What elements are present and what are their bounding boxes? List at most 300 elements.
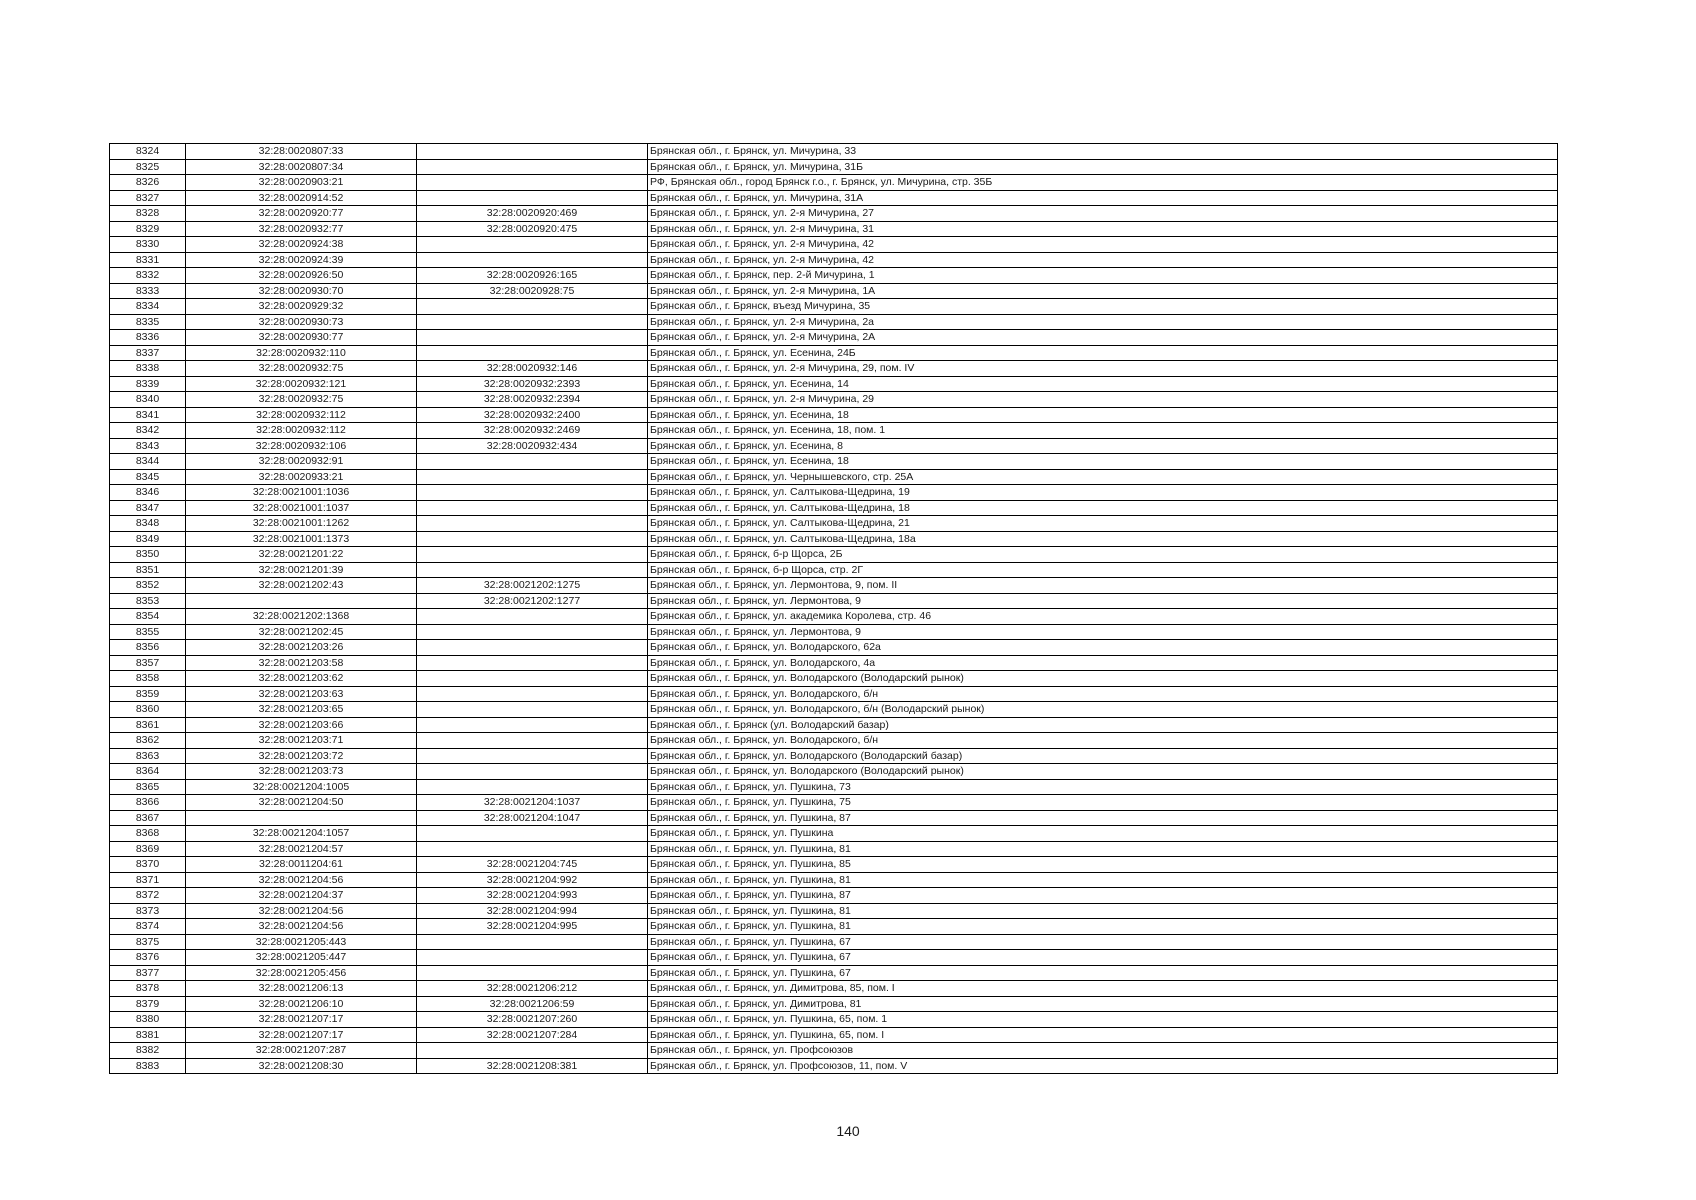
building-cadastral-number-cell: [417, 299, 648, 315]
row-number-cell: 8334: [110, 299, 186, 315]
land-cadastral-number-cell: 32:28:0020932:112: [186, 407, 417, 423]
address-cell: Брянская обл., г. Брянск, ул. Володарского (Володарский рынок): [648, 764, 1558, 780]
building-cadastral-number-cell: [417, 516, 648, 532]
land-cadastral-number-cell: 32:28:0021204:56: [186, 919, 417, 935]
row-number-cell: 8330: [110, 237, 186, 253]
land-cadastral-number-cell: 32:28:0021206:13: [186, 981, 417, 997]
building-cadastral-number-cell: 32:28:0021202:1275: [417, 578, 648, 594]
row-number-cell: 8379: [110, 996, 186, 1012]
row-number-cell: 8335: [110, 314, 186, 330]
table-row: [110, 1012, 1558, 1028]
table-row: [110, 314, 1558, 330]
table-row: [110, 857, 1558, 873]
table-row: [110, 996, 1558, 1012]
register-table-body: [110, 144, 1558, 1074]
building-cadastral-number-cell: [417, 934, 648, 950]
row-number-cell: 8362: [110, 733, 186, 749]
building-cadastral-number-cell: 32:28:0021204:993: [417, 888, 648, 904]
building-cadastral-number-cell: [417, 252, 648, 268]
building-cadastral-number-cell: 32:28:0021202:1277: [417, 593, 648, 609]
building-cadastral-number-cell: 32:28:0020932:2393: [417, 376, 648, 392]
building-cadastral-number-cell: [417, 190, 648, 206]
address-cell: Брянская обл., г. Брянск (ул. Володарский базар): [648, 717, 1558, 733]
table-row: [110, 624, 1558, 640]
building-cadastral-number-cell: [417, 159, 648, 175]
building-cadastral-number-cell: [417, 640, 648, 656]
land-cadastral-number-cell: 32:28:0020914:52: [186, 190, 417, 206]
row-number-cell: 8359: [110, 686, 186, 702]
table-row: [110, 221, 1558, 237]
table-row: [110, 888, 1558, 904]
building-cadastral-number-cell: [417, 826, 648, 842]
table-row: [110, 919, 1558, 935]
land-cadastral-number-cell: 32:28:0020932:75: [186, 392, 417, 408]
row-number-cell: 8351: [110, 562, 186, 578]
address-cell: Брянская обл., г. Брянск, ул. Пушкина, 81: [648, 841, 1558, 857]
land-cadastral-number-cell: 32:28:0021207:287: [186, 1043, 417, 1059]
land-cadastral-number-cell: 32:28:0021205:443: [186, 934, 417, 950]
row-number-cell: 8342: [110, 423, 186, 439]
land-cadastral-number-cell: 32:28:0011204:61: [186, 857, 417, 873]
land-cadastral-number-cell: 32:28:0020807:33: [186, 144, 417, 160]
address-cell: Брянская обл., г. Брянск, ул. Пушкина, 81: [648, 872, 1558, 888]
land-cadastral-number-cell: 32:28:0020932:106: [186, 438, 417, 454]
address-cell: Брянская обл., г. Брянск, ул. Мичурина, 31А: [648, 190, 1558, 206]
building-cadastral-number-cell: [417, 686, 648, 702]
table-row: [110, 903, 1558, 919]
land-cadastral-number-cell: 32:28:0020807:34: [186, 159, 417, 175]
row-number-cell: 8380: [110, 1012, 186, 1028]
table-row: [110, 1027, 1558, 1043]
address-cell: Брянская обл., г. Брянск, ул. Есенина, 18: [648, 407, 1558, 423]
table-row: [110, 981, 1558, 997]
row-number-cell: 8346: [110, 485, 186, 501]
row-number-cell: 8344: [110, 454, 186, 470]
building-cadastral-number-cell: 32:28:0020932:146: [417, 361, 648, 377]
land-cadastral-number-cell: 32:28:0020903:21: [186, 175, 417, 191]
building-cadastral-number-cell: 32:28:0020920:469: [417, 206, 648, 222]
row-number-cell: 8340: [110, 392, 186, 408]
table-row: [110, 562, 1558, 578]
address-cell: Брянская обл., г. Брянск, ул. Володарского, б/н: [648, 686, 1558, 702]
table-row: [110, 206, 1558, 222]
address-cell: РФ, Брянская обл., город Брянск г.о., г. Брянск, ул. Мичурина, стр. 35Б: [648, 175, 1558, 191]
table-row: [110, 810, 1558, 826]
land-cadastral-number-cell: 32:28:0021208:30: [186, 1058, 417, 1074]
building-cadastral-number-cell: 32:28:0020932:2469: [417, 423, 648, 439]
row-number-cell: 8329: [110, 221, 186, 237]
land-cadastral-number-cell: 32:28:0021204:56: [186, 872, 417, 888]
row-number-cell: 8367: [110, 810, 186, 826]
table-row: [110, 454, 1558, 470]
row-number-cell: 8378: [110, 981, 186, 997]
row-number-cell: 8376: [110, 950, 186, 966]
land-cadastral-number-cell: 32:28:0020932:110: [186, 345, 417, 361]
table-row: [110, 733, 1558, 749]
land-cadastral-number-cell: 32:28:0021001:1262: [186, 516, 417, 532]
land-cadastral-number-cell: 32:28:0020933:21: [186, 469, 417, 485]
building-cadastral-number-cell: [417, 485, 648, 501]
row-number-cell: 8345: [110, 469, 186, 485]
row-number-cell: 8371: [110, 872, 186, 888]
row-number-cell: 8325: [110, 159, 186, 175]
address-cell: Брянская обл., г. Брянск, ул. Лермонтова, 9: [648, 593, 1558, 609]
table-row: [110, 934, 1558, 950]
land-cadastral-number-cell: 32:28:0021203:62: [186, 671, 417, 687]
row-number-cell: 8327: [110, 190, 186, 206]
building-cadastral-number-cell: [417, 314, 648, 330]
row-number-cell: 8374: [110, 919, 186, 935]
building-cadastral-number-cell: 32:28:0021204:745: [417, 857, 648, 873]
table-row: [110, 872, 1558, 888]
row-number-cell: 8339: [110, 376, 186, 392]
row-number-cell: 8353: [110, 593, 186, 609]
row-number-cell: 8350: [110, 547, 186, 563]
land-cadastral-number-cell: [186, 593, 417, 609]
land-cadastral-number-cell: 32:28:0020924:38: [186, 237, 417, 253]
table-row: [110, 655, 1558, 671]
building-cadastral-number-cell: [417, 345, 648, 361]
table-row: [110, 531, 1558, 547]
building-cadastral-number-cell: 32:28:0021207:260: [417, 1012, 648, 1028]
row-number-cell: 8375: [110, 934, 186, 950]
land-cadastral-number-cell: 32:28:0021201:39: [186, 562, 417, 578]
table-row: [110, 376, 1558, 392]
row-number-cell: 8381: [110, 1027, 186, 1043]
address-cell: Брянская обл., г. Брянск, ул. Лермонтова, 9: [648, 624, 1558, 640]
address-cell: Брянская обл., г. Брянск, ул. Пушкина, 85: [648, 857, 1558, 873]
table-row: [110, 361, 1558, 377]
address-cell: Брянская обл., г. Брянск, ул. Есенина, 18: [648, 454, 1558, 470]
address-cell: Брянская обл., г. Брянск, ул. 2-я Мичурина, 2а: [648, 314, 1558, 330]
land-cadastral-number-cell: 32:28:0020930:73: [186, 314, 417, 330]
land-cadastral-number-cell: 32:28:0021204:56: [186, 903, 417, 919]
building-cadastral-number-cell: [417, 702, 648, 718]
land-cadastral-number-cell: [186, 810, 417, 826]
building-cadastral-number-cell: 32:28:0021206:212: [417, 981, 648, 997]
table-row: [110, 345, 1558, 361]
row-number-cell: 8355: [110, 624, 186, 640]
building-cadastral-number-cell: 32:28:0020932:2400: [417, 407, 648, 423]
land-cadastral-number-cell: 32:28:0021203:73: [186, 764, 417, 780]
table-row: [110, 423, 1558, 439]
row-number-cell: 8383: [110, 1058, 186, 1074]
address-cell: Брянская обл., г. Брянск, ул. Есенина, 14: [648, 376, 1558, 392]
address-cell: Брянская обл., г. Брянск, ул. Пушкина, 81: [648, 903, 1558, 919]
address-cell: Брянская обл., г. Брянск, ул. 2-я Мичурина, 29: [648, 392, 1558, 408]
row-number-cell: 8365: [110, 779, 186, 795]
row-number-cell: 8357: [110, 655, 186, 671]
row-number-cell: 8369: [110, 841, 186, 857]
land-cadastral-number-cell: 32:28:0021205:447: [186, 950, 417, 966]
address-cell: Брянская обл., г. Брянск, ул. Димитрова, 81: [648, 996, 1558, 1012]
address-cell: Брянская обл., г. Брянск, ул. Пушкина, 73: [648, 779, 1558, 795]
table-row: [110, 547, 1558, 563]
table-row: [110, 748, 1558, 764]
land-cadastral-number-cell: 32:28:0020932:77: [186, 221, 417, 237]
land-cadastral-number-cell: 32:28:0021204:57: [186, 841, 417, 857]
building-cadastral-number-cell: [417, 547, 648, 563]
building-cadastral-number-cell: 32:28:0021206:59: [417, 996, 648, 1012]
row-number-cell: 8349: [110, 531, 186, 547]
land-cadastral-number-cell: 32:28:0021204:1057: [186, 826, 417, 842]
building-cadastral-number-cell: [417, 1043, 648, 1059]
building-cadastral-number-cell: 32:28:0021208:381: [417, 1058, 648, 1074]
building-cadastral-number-cell: [417, 531, 648, 547]
building-cadastral-number-cell: [417, 144, 648, 160]
row-number-cell: 8356: [110, 640, 186, 656]
land-cadastral-number-cell: 32:28:0020920:77: [186, 206, 417, 222]
row-number-cell: 8363: [110, 748, 186, 764]
land-cadastral-number-cell: 32:28:0021205:456: [186, 965, 417, 981]
land-cadastral-number-cell: 32:28:0021203:71: [186, 733, 417, 749]
row-number-cell: 8377: [110, 965, 186, 981]
row-number-cell: 8354: [110, 609, 186, 625]
land-cadastral-number-cell: 32:28:0020932:75: [186, 361, 417, 377]
land-cadastral-number-cell: 32:28:0020932:121: [186, 376, 417, 392]
row-number-cell: 8348: [110, 516, 186, 532]
address-cell: Брянская обл., г. Брянск, ул. Пушкина, 87: [648, 810, 1558, 826]
address-cell: Брянская обл., г. Брянск, ул. 2-я Мичурина, 31: [648, 221, 1558, 237]
address-cell: Брянская обл., г. Брянск, ул. Лермонтова, 9, пом. II: [648, 578, 1558, 594]
building-cadastral-number-cell: [417, 237, 648, 253]
table-row: [110, 1043, 1558, 1059]
address-cell: Брянская обл., г. Брянск, ул. Профсоюзов: [648, 1043, 1558, 1059]
building-cadastral-number-cell: 32:28:0020932:434: [417, 438, 648, 454]
row-number-cell: 8331: [110, 252, 186, 268]
land-cadastral-number-cell: 32:28:0021203:63: [186, 686, 417, 702]
table-row: [110, 237, 1558, 253]
building-cadastral-number-cell: [417, 965, 648, 981]
building-cadastral-number-cell: 32:28:0021207:284: [417, 1027, 648, 1043]
land-cadastral-number-cell: 32:28:0020930:77: [186, 330, 417, 346]
building-cadastral-number-cell: [417, 671, 648, 687]
address-cell: Брянская обл., г. Брянск, ул. Пушкина, 75: [648, 795, 1558, 811]
address-cell: Брянская обл., г. Брянск, ул. Пушкина, 67: [648, 950, 1558, 966]
land-cadastral-number-cell: 32:28:0021204:37: [186, 888, 417, 904]
table-row: [110, 469, 1558, 485]
address-cell: Брянская обл., г. Брянск, ул. Салтыкова-Щедрина, 19: [648, 485, 1558, 501]
address-cell: Брянская обл., г. Брянск, ул. Пушкина: [648, 826, 1558, 842]
building-cadastral-number-cell: [417, 717, 648, 733]
table-row: [110, 330, 1558, 346]
table-row: [110, 485, 1558, 501]
table-row: [110, 702, 1558, 718]
address-cell: Брянская обл., г. Брянск, въезд Мичурина, 35: [648, 299, 1558, 315]
table-row: [110, 500, 1558, 516]
building-cadastral-number-cell: [417, 748, 648, 764]
row-number-cell: 8328: [110, 206, 186, 222]
address-cell: Брянская обл., г. Брянск, б-р Щорса, стр. 2Г: [648, 562, 1558, 578]
land-cadastral-number-cell: 32:28:0021202:45: [186, 624, 417, 640]
table-row: [110, 640, 1558, 656]
row-number-cell: 8341: [110, 407, 186, 423]
table-row: [110, 283, 1558, 299]
address-cell: Брянская обл., г. Брянск, ул. Чернышевского, стр. 25А: [648, 469, 1558, 485]
table-row: [110, 252, 1558, 268]
address-cell: Брянская обл., г. Брянск, ул. Мичурина, 31Б: [648, 159, 1558, 175]
address-cell: Брянская обл., г. Брянск, ул. Володарского, б/н (Володарский рынок): [648, 702, 1558, 718]
address-cell: Брянская обл., г. Брянск, ул. 2-я Мичурина, 2А: [648, 330, 1558, 346]
land-cadastral-number-cell: 32:28:0021202:1368: [186, 609, 417, 625]
table-row: [110, 190, 1558, 206]
address-cell: Брянская обл., г. Брянск, ул. Есенина, 18, пом. 1: [648, 423, 1558, 439]
table-row: [110, 965, 1558, 981]
building-cadastral-number-cell: [417, 562, 648, 578]
building-cadastral-number-cell: 32:28:0020926:165: [417, 268, 648, 284]
building-cadastral-number-cell: [417, 779, 648, 795]
row-number-cell: 8336: [110, 330, 186, 346]
land-cadastral-number-cell: 32:28:0021207:17: [186, 1027, 417, 1043]
address-cell: Брянская обл., г. Брянск, ул. Пушкина, 67: [648, 934, 1558, 950]
row-number-cell: 8368: [110, 826, 186, 842]
land-cadastral-number-cell: 32:28:0020929:32: [186, 299, 417, 315]
table-row: [110, 407, 1558, 423]
land-cadastral-number-cell: 32:28:0021204:50: [186, 795, 417, 811]
land-cadastral-number-cell: 32:28:0021201:22: [186, 547, 417, 563]
building-cadastral-number-cell: 32:28:0021204:1037: [417, 795, 648, 811]
register-table: [109, 143, 1558, 1074]
address-cell: Брянская обл., г. Брянск, ул. Пушкина, 65, пом. 1: [648, 1012, 1558, 1028]
building-cadastral-number-cell: [417, 175, 648, 191]
building-cadastral-number-cell: 32:28:0021204:992: [417, 872, 648, 888]
table-row: [110, 686, 1558, 702]
row-number-cell: 8326: [110, 175, 186, 191]
row-number-cell: 8370: [110, 857, 186, 873]
building-cadastral-number-cell: [417, 764, 648, 780]
row-number-cell: 8364: [110, 764, 186, 780]
address-cell: Брянская обл., г. Брянск, ул. Пушкина, 81: [648, 919, 1558, 935]
row-number-cell: 8360: [110, 702, 186, 718]
address-cell: Брянская обл., г. Брянск, ул. Салтыкова-Щедрина, 18а: [648, 531, 1558, 547]
table-row: [110, 144, 1558, 160]
table-row: [110, 826, 1558, 842]
table-row: [110, 671, 1558, 687]
row-number-cell: 8347: [110, 500, 186, 516]
building-cadastral-number-cell: [417, 454, 648, 470]
building-cadastral-number-cell: [417, 655, 648, 671]
building-cadastral-number-cell: [417, 624, 648, 640]
building-cadastral-number-cell: [417, 330, 648, 346]
land-cadastral-number-cell: 32:28:0020924:39: [186, 252, 417, 268]
row-number-cell: 8373: [110, 903, 186, 919]
row-number-cell: 8324: [110, 144, 186, 160]
address-cell: Брянская обл., г. Брянск, ул. 2-я Мичурина, 27: [648, 206, 1558, 222]
table-row: [110, 764, 1558, 780]
address-cell: Брянская обл., г. Брянск, ул. Володарского, б/н: [648, 733, 1558, 749]
address-cell: Брянская обл., г. Брянск, пер. 2-й Мичурина, 1: [648, 268, 1558, 284]
address-cell: Брянская обл., г. Брянск, ул. 2-я Мичурина, 42: [648, 237, 1558, 253]
row-number-cell: 8352: [110, 578, 186, 594]
land-cadastral-number-cell: 32:28:0020930:70: [186, 283, 417, 299]
building-cadastral-number-cell: 32:28:0021204:995: [417, 919, 648, 935]
building-cadastral-number-cell: [417, 469, 648, 485]
table-row: [110, 438, 1558, 454]
address-cell: Брянская обл., г. Брянск, ул. Есенина, 8: [648, 438, 1558, 454]
land-cadastral-number-cell: 32:28:0021203:72: [186, 748, 417, 764]
address-cell: Брянская обл., г. Брянск, ул. Мичурина, 33: [648, 144, 1558, 160]
table-row: [110, 159, 1558, 175]
land-cadastral-number-cell: 32:28:0021001:1037: [186, 500, 417, 516]
address-cell: Брянская обл., г. Брянск, ул. Володарского, 4а: [648, 655, 1558, 671]
row-number-cell: 8343: [110, 438, 186, 454]
row-number-cell: 8358: [110, 671, 186, 687]
land-cadastral-number-cell: 32:28:0021203:58: [186, 655, 417, 671]
row-number-cell: 8366: [110, 795, 186, 811]
address-cell: Брянская обл., г. Брянск, ул. 2-я Мичурина, 42: [648, 252, 1558, 268]
address-cell: Брянская обл., г. Брянск, ул. академика Королева, стр. 46: [648, 609, 1558, 625]
building-cadastral-number-cell: [417, 733, 648, 749]
table-row: [110, 268, 1558, 284]
land-cadastral-number-cell: 32:28:0020926:50: [186, 268, 417, 284]
land-cadastral-number-cell: 32:28:0021203:26: [186, 640, 417, 656]
land-cadastral-number-cell: 32:28:0021202:43: [186, 578, 417, 594]
address-cell: Брянская обл., г. Брянск, ул. Володарского (Володарский базар): [648, 748, 1558, 764]
table-row: [110, 950, 1558, 966]
table-row: [110, 593, 1558, 609]
building-cadastral-number-cell: [417, 500, 648, 516]
address-cell: Брянская обл., г. Брянск, ул. 2-я Мичурина, 29, пом. IV: [648, 361, 1558, 377]
land-cadastral-number-cell: 32:28:0021001:1373: [186, 531, 417, 547]
building-cadastral-number-cell: 32:28:0021204:1047: [417, 810, 648, 826]
row-number-cell: 8382: [110, 1043, 186, 1059]
address-cell: Брянская обл., г. Брянск, ул. Володарского (Володарский рынок): [648, 671, 1558, 687]
row-number-cell: 8338: [110, 361, 186, 377]
page-number: 140: [836, 1123, 860, 1139]
table-row: [110, 1058, 1558, 1074]
table-row: [110, 717, 1558, 733]
address-cell: Брянская обл., г. Брянск, ул. Салтыкова-Щедрина, 18: [648, 500, 1558, 516]
address-cell: Брянская обл., г. Брянск, ул. 2-я Мичурина, 1А: [648, 283, 1558, 299]
address-cell: Брянская обл., г. Брянск, ул. Салтыкова-Щедрина, 21: [648, 516, 1558, 532]
land-cadastral-number-cell: 32:28:0021206:10: [186, 996, 417, 1012]
building-cadastral-number-cell: [417, 609, 648, 625]
table-row: [110, 795, 1558, 811]
table-row: [110, 392, 1558, 408]
building-cadastral-number-cell: [417, 841, 648, 857]
row-number-cell: 8337: [110, 345, 186, 361]
address-cell: Брянская обл., г. Брянск, б-р Щорса, 2Б: [648, 547, 1558, 563]
address-cell: Брянская обл., г. Брянск, ул. Димитрова, 85, пом. I: [648, 981, 1558, 997]
address-cell: Брянская обл., г. Брянск, ул. Профсоюзов, 11, пом. V: [648, 1058, 1558, 1074]
address-cell: Брянская обл., г. Брянск, ул. Володарского, 62а: [648, 640, 1558, 656]
land-cadastral-number-cell: 32:28:0021207:17: [186, 1012, 417, 1028]
building-cadastral-number-cell: 32:28:0020932:2394: [417, 392, 648, 408]
land-cadastral-number-cell: 32:28:0020932:91: [186, 454, 417, 470]
land-cadastral-number-cell: 32:28:0021001:1036: [186, 485, 417, 501]
table-row: [110, 175, 1558, 191]
table-row: [110, 299, 1558, 315]
table-row: [110, 578, 1558, 594]
address-cell: Брянская обл., г. Брянск, ул. Пушкина, 67: [648, 965, 1558, 981]
building-cadastral-number-cell: 32:28:0020920:475: [417, 221, 648, 237]
row-number-cell: 8372: [110, 888, 186, 904]
land-cadastral-number-cell: 32:28:0021203:65: [186, 702, 417, 718]
row-number-cell: 8333: [110, 283, 186, 299]
address-cell: Брянская обл., г. Брянск, ул. Пушкина, 87: [648, 888, 1558, 904]
building-cadastral-number-cell: [417, 950, 648, 966]
table-row: [110, 841, 1558, 857]
building-cadastral-number-cell: 32:28:0020928:75: [417, 283, 648, 299]
address-cell: Брянская обл., г. Брянск, ул. Пушкина, 65, пом. I: [648, 1027, 1558, 1043]
land-cadastral-number-cell: 32:28:0020932:112: [186, 423, 417, 439]
land-cadastral-number-cell: 32:28:0021203:66: [186, 717, 417, 733]
table-row: [110, 779, 1558, 795]
row-number-cell: 8361: [110, 717, 186, 733]
table-row: [110, 516, 1558, 532]
address-cell: Брянская обл., г. Брянск, ул. Есенина, 24Б: [648, 345, 1558, 361]
building-cadastral-number-cell: 32:28:0021204:994: [417, 903, 648, 919]
